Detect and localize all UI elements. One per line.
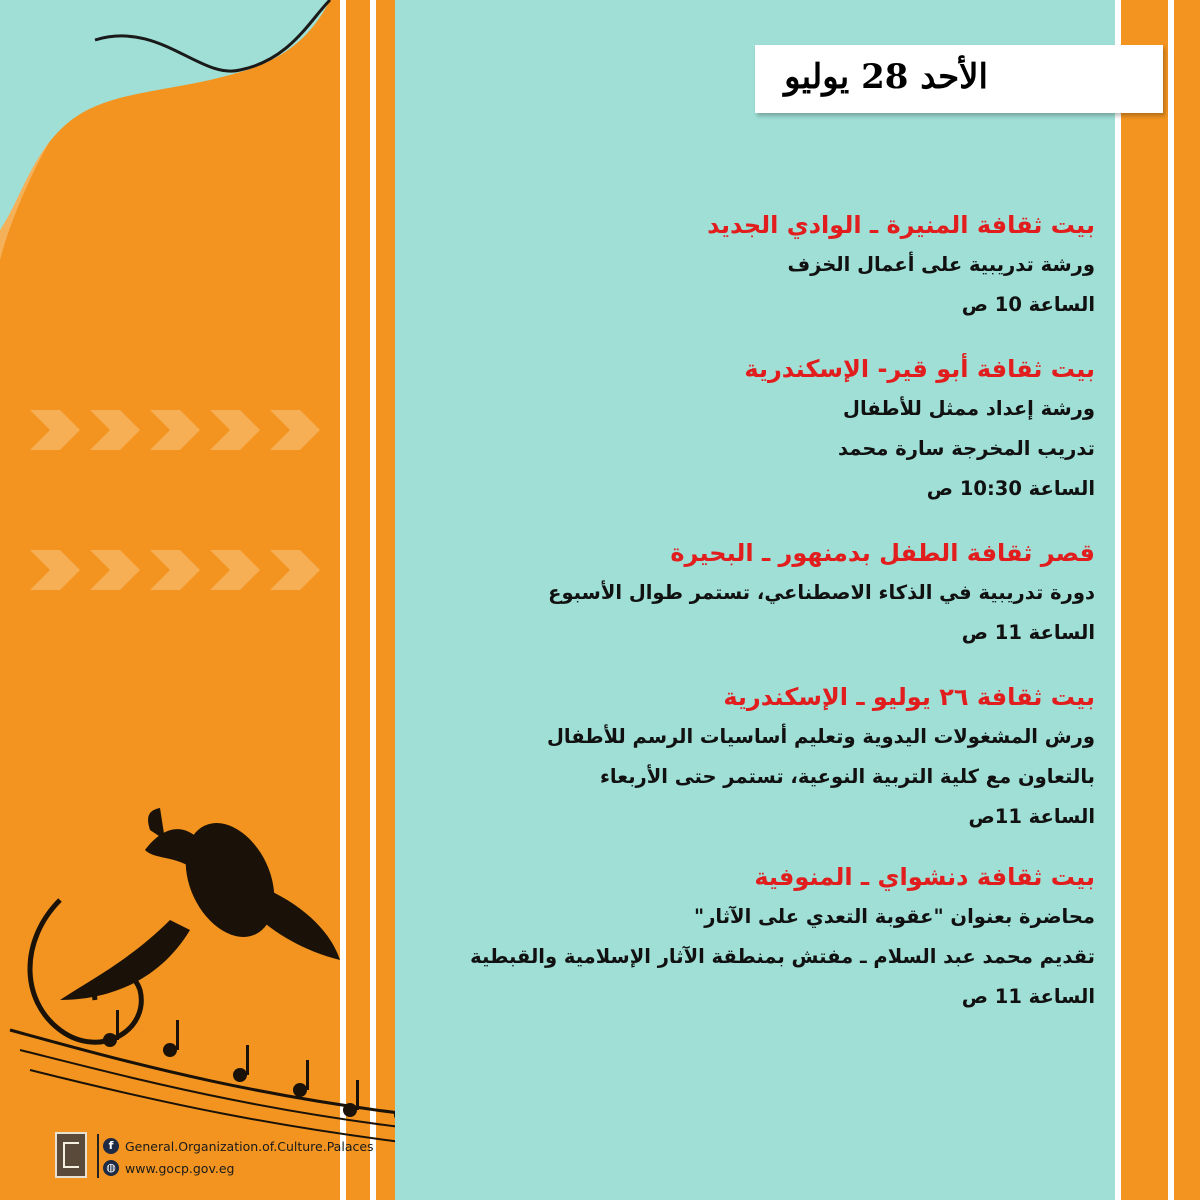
event-line: ورش المشغولات اليدوية وتعليم أساسيات الرسم للأطفال bbox=[546, 725, 1095, 748]
logo-mark-icon bbox=[63, 1142, 79, 1168]
organization-logo bbox=[55, 1132, 87, 1178]
event-item bbox=[415, 857, 1095, 1017]
event-title: بيت ثقافة أبو قير- الإسكندرية bbox=[744, 355, 1095, 383]
event-line: ورشة إعداد ممثل للأطفال bbox=[843, 397, 1095, 420]
event-title: بيت ثقافة ٢٦ يوليو ـ الإسكندرية bbox=[723, 683, 1095, 711]
facebook-text: General.Organization.of.Culture.Palaces bbox=[125, 1138, 374, 1154]
footer-divider bbox=[97, 1134, 99, 1178]
event-item bbox=[415, 677, 1095, 837]
website-text: www.gocp.gov.eg bbox=[125, 1160, 235, 1176]
event-title: بيت ثقافة دنشواي ـ المنوفية bbox=[754, 863, 1095, 891]
event-item bbox=[415, 205, 1095, 325]
event-time: الساعة 10 ص bbox=[961, 293, 1095, 316]
event-title: قصر ثقافة الطفل بدمنهور ـ البحيرة bbox=[670, 539, 1095, 567]
facebook-row[interactable] bbox=[103, 1138, 374, 1154]
event-item bbox=[415, 533, 1095, 653]
event-line: بالتعاون مع كلية التربية النوعية، تستمر حتى الأربعاء bbox=[599, 765, 1095, 788]
event-line: ورشة تدريبية على أعمال الخزف bbox=[787, 253, 1095, 276]
footer bbox=[55, 1132, 395, 1194]
event-time: الساعة 11ص bbox=[968, 805, 1095, 828]
globe-icon: ◍ bbox=[103, 1160, 119, 1176]
event-line: تقديم محمد عبد السلام ـ مفتش بمنطقة الآثار الإسلامية والقبطية bbox=[470, 945, 1095, 968]
event-line: محاضرة بعنوان "عقوبة التعدي على الآثار" bbox=[694, 905, 1095, 928]
facebook-icon: f bbox=[103, 1138, 119, 1154]
date-label: الأحد 28 يوليو bbox=[784, 57, 988, 97]
event-line: دورة تدريبية في الذكاء الاصطناعي، تستمر طوال الأسبوع bbox=[548, 581, 1095, 604]
event-time: الساعة 11 ص bbox=[961, 985, 1095, 1008]
event-line: تدريب المخرجة سارة محمد bbox=[838, 437, 1095, 460]
website-row[interactable] bbox=[103, 1160, 234, 1176]
event-time: الساعة 11 ص bbox=[961, 621, 1095, 644]
event-title: بيت ثقافة المنيرة ـ الوادي الجديد bbox=[707, 211, 1095, 239]
events-list bbox=[415, 205, 1095, 1017]
date-header bbox=[755, 45, 1163, 113]
event-time: الساعة 10:30 ص bbox=[926, 477, 1095, 500]
event-item bbox=[415, 349, 1095, 509]
